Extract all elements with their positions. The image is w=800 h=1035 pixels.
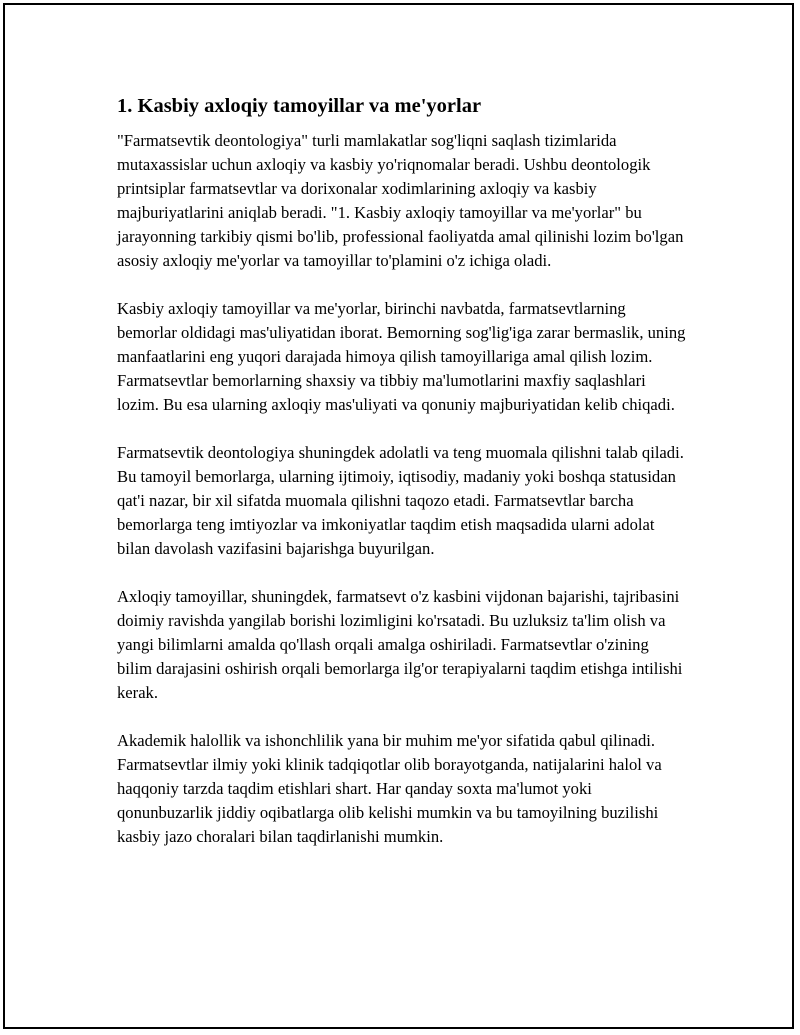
paragraph-4: Axloqiy tamoyillar, shuningdek, farmatsevt o'z kasbini vijdonan bajarishi, tajribasini doimiy ravishda yangilab borishi lozimligini ko'rsatadi. Bu uzluksiz ta'lim olish va yangi bilimlarni amalda qo'llash orqali amalga oshiriladi. Farmatsevtlar o'zining bilim darajasini oshirish orqali bemorlarga ilg'or terapiyalarni taqdim etishga intilishi kerak.	[117, 587, 683, 702]
section-heading: 1. Kasbiy axloqiy tamoyillar va me'yorlar	[117, 95, 482, 117]
paragraph-2: Kasbiy axloqiy tamoyillar va me'yorlar, birinchi navbatda, farmatsevtlarning bemorlar oldidagi mas'uliyatidan iborat. Bemorning sog'lig'iga zarar bermaslik, uning manfaatlarini eng yuqori darajada himoya qilish tamoyillariga amal qilish lozim. Farmatsevtlar bemorlarning shaxsiy va tibbiy ma'lumotlarini maxfiy saqlashlari lozim. Bu esa ularning axloqiy mas'uliyati va qonuniy majburiyatidan kelib chiqadi.	[117, 299, 686, 414]
paragraph-1: "Farmatsevtik deontologiya" turli mamlakatlar sog'liqni saqlash tizimlarida mutaxassislar uchun axloqiy va kasbiy yo'riqnomalar beradi. Ushbu deontologik printsiplar farmatsevtlar va dorixonalar xodimlarining axloqiy va kasbiy majburiyatlarini aniqlab beradi. "1. Kasbiy axloqiy tamoyillar va me'yorlar" bu jarayonning tarkibiy qismi bo'lib, professional faoliyatda amal qilinishi lozim bo'lgan asosiy axloqiy me'yorlar va tamoyillar to'plamini o'z ichiga oladi.	[117, 131, 684, 270]
paragraph-3: Farmatsevtik deontologiya shuningdek adolatli va teng muomala qilishni talab qiladi. Bu tamoyil bemorlarga, ularning ijtimoiy, iqtisodiy, madaniy yoki boshqa statusidan qat'i nazar, bir xil sifatda muomala qilishni taqozo etadi. Farmatsevtlar barcha bemorlarga teng imtiyozlar va imkoniyatlar taqdim etish maqsadida ularni adolat bilan davolash vazifasini bajarishga buyurilgan.	[117, 443, 684, 558]
paragraph-5: Akademik halollik va ishonchlilik yana bir muhim me'yor sifatida qabul qilinadi. Farmatsevtlar ilmiy yoki klinik tadqiqotlar olib borayotganda, natijalarini halol va haqqoniy tarzda taqdim etishlari shart. Har qanday soxta ma'lumot yoki qonunbuzarlik jiddiy oqibatlarga olib kelishi mumkin va bu tamoyilning buzilishi kasbiy jazo choralari bilan taqdirlanishi mumkin.	[117, 731, 662, 846]
document-body	[117, 92, 687, 873]
